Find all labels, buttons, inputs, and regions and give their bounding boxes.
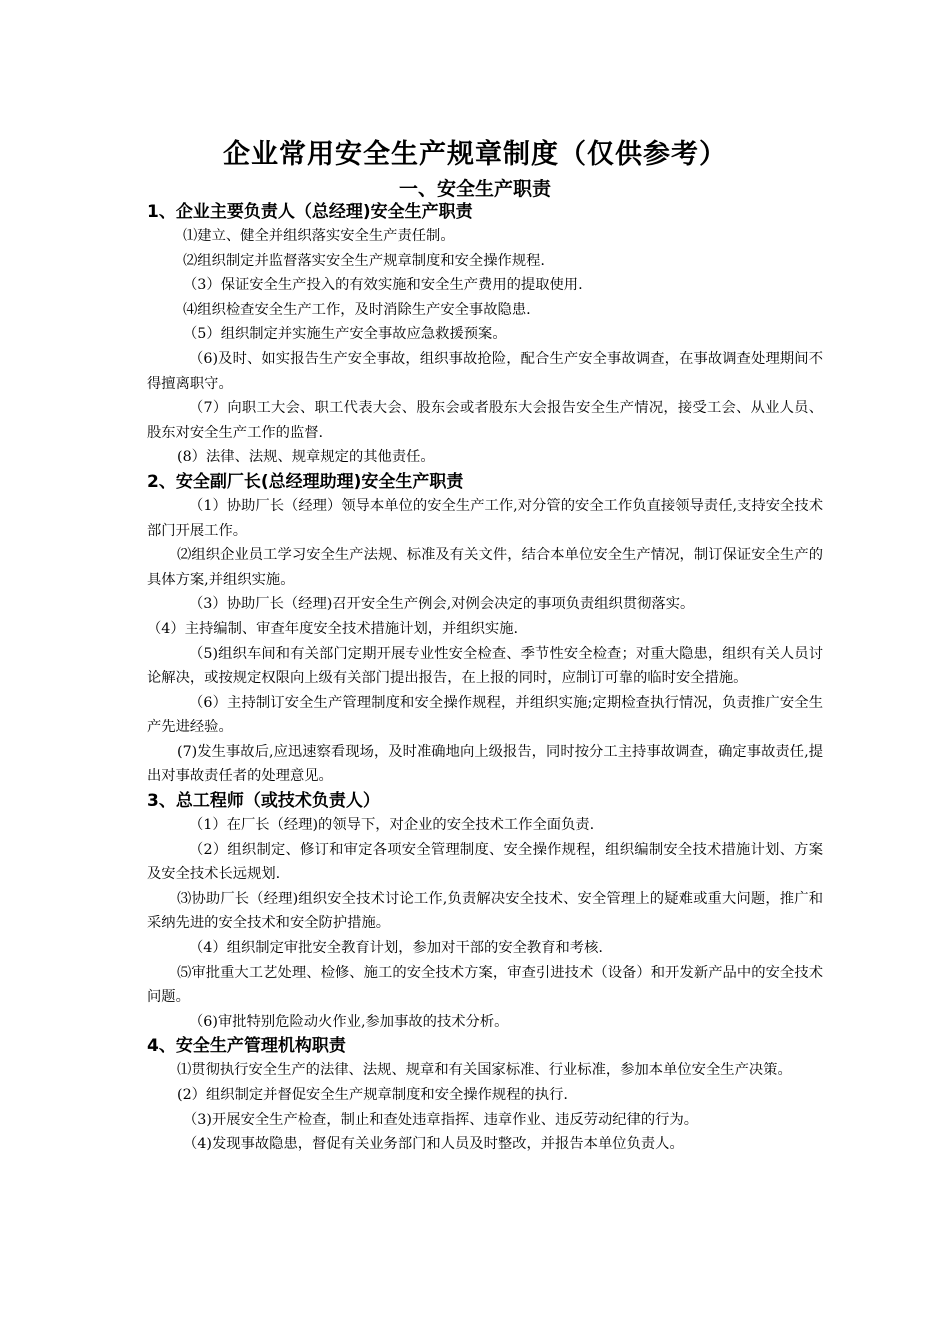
list-item: （5)组织车间和有关部门定期开展专业性安全检查、季节性安全检查；对重大隐患，组织有关人员讨论解决，或按规定权限向上级有关部门提出报告，在上报的同时，应制订可靠的临时安全措施。 — [147, 645, 823, 687]
section-title: 一、安全生产职责 — [398, 178, 551, 200]
list-item: ⑴贯彻执行安全生产的法律、法规、规章和有关国家标准、行业标准，参加本单位安全生产决策。 — [177, 1062, 792, 1079]
list-item: ⑵组织制定并监督落实安全生产规章制度和安全操作规程. — [183, 252, 545, 269]
list-item: （3)开展安全生产检查，制止和查处违章指挥、违章作业、违反劳动纪律的行为。 — [183, 1111, 699, 1128]
list-item: （4)发现事故隐患，督促有关业务部门和人员及时整改，并报告本单位负责人。 — [183, 1136, 684, 1153]
list-item: （6)及时、如实报告生产安全事故，组织事故抢险，配合生产安全事故调查，在事故调查处理期间不得擅离职守。 — [147, 350, 823, 392]
list-item: ⑷组织检查安全生产工作，及时消除生产安全事故隐患. — [183, 301, 531, 318]
list-item: （2）组织制定、修订和审定各项安全管理制度、安全操作规程，组织编制安全技术措施计划、方案及安全技术长远规划. — [147, 841, 823, 883]
block-heading: 2、安全副厂长(总经理助理)安全生产职责 — [147, 471, 464, 492]
list-item: ⑶协助厂长（经理)组织安全技术讨论工作,负责解决安全技术、安全管理上的疑难或重大问题，推广和采纳先进的安全技术和安全防护措施。 — [147, 890, 823, 932]
list-item: ⑸审批重大工艺处理、检修、施工的安全技术方案，审查引进技术（设备）和开发新产品中的安全技术问题。 — [147, 964, 823, 1006]
list-item: （5）组织制定并实施生产安全事故应急救援预案。 — [183, 326, 507, 343]
list-item: (2）组织制定并督促安全生产规章制度和安全操作规程的执行. — [177, 1087, 568, 1103]
list-item: （3）协助厂长（经理)召开安全生产例会,对例会决定的事项负责组织贯彻落实。 — [189, 596, 695, 613]
block-heading: 1、企业主要负责人（总经理)安全生产职责 — [147, 202, 473, 222]
list-item: (8）法律、法规、规章规定的其他责任。 — [177, 449, 435, 466]
document-body — [147, 200, 823, 1157]
list-item: (7)发生事故后,应迅速察看现场，及时准确地向上级报告，同时按分工主持事故调查，确定事故责任,提出对事故责任者的处理意见。 — [147, 743, 823, 785]
list-item: （6）主持制订安全生产管理制度和安全操作规程，并组织实施;定期检查执行情况，负责推广安全生产先进经验。 — [147, 694, 823, 736]
block-heading: 3、总工程师（或技术负责人） — [147, 791, 380, 812]
list-item: （4）组织制定审批安全教育计划，参加对干部的安全教育和考核. — [189, 940, 603, 957]
block-heading: 4、安全生产管理机构职责 — [147, 1036, 346, 1057]
list-item: （1）在厂长（经理)的领导下，对企业的安全技术工作全面负责. — [189, 817, 595, 834]
list-item: （6)审批特别危险动火作业,参加事故的技术分析。 — [189, 1013, 509, 1030]
document-title: 企业常用安全生产规章制度（仅供参考） — [223, 139, 727, 170]
list-item: （3）保证安全生产投入的有效实施和安全生产费用的提取使用. — [183, 277, 583, 294]
list-item: （4）主持编制、审查年度安全技术措施计划，并组织实施. — [147, 620, 519, 637]
list-item: ⑵组织企业员工学习安全生产法规、标准及有关文件，结合本单位安全生产情况，制订保证安全生产的具体方案,并组织实施。 — [147, 547, 823, 588]
list-item: （1）协助厂长（经理）领导本单位的安全生产工作,对分管的安全工作负直接领导责任,支持安全技术部门开展工作。 — [147, 497, 823, 539]
list-item: ⑴建立、健全并组织落实安全生产责任制。 — [183, 228, 455, 244]
list-item: （7）向职工大会、职工代表大会、股东会或者股东大会报告安全生产情况，接受工会、从业人员、股东对安全生产工作的监督. — [147, 400, 823, 441]
